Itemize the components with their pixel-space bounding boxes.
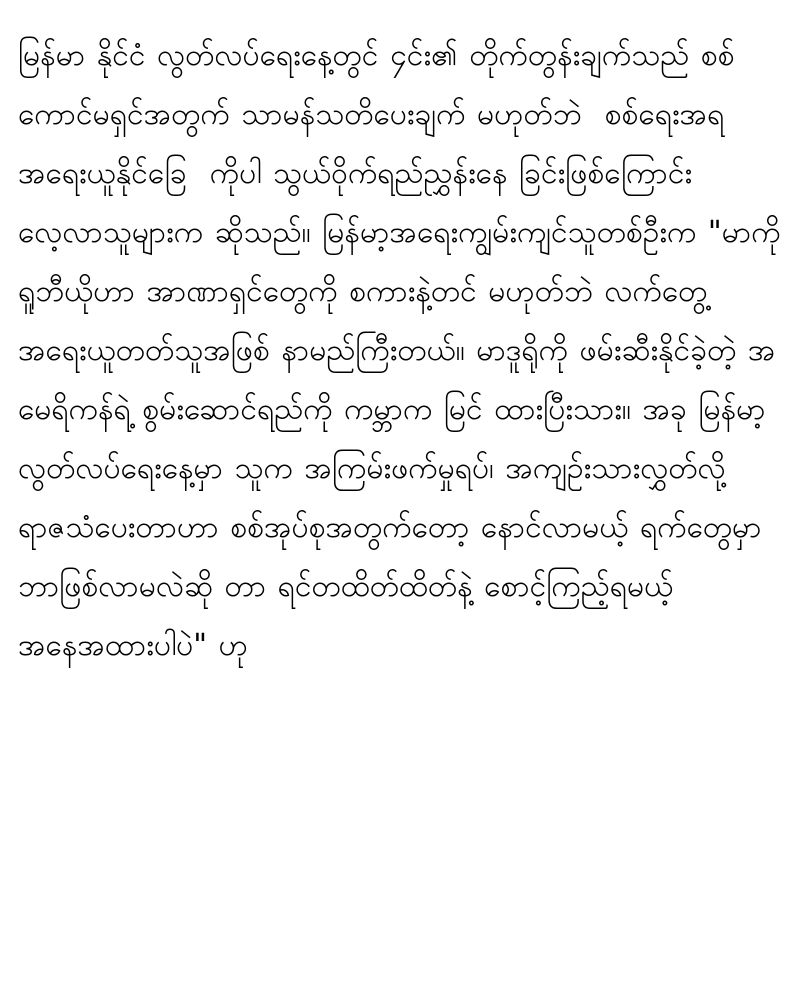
article-body-text: မြန်မာ နိုင်ငံ လွတ်လပ်ရေးနေ့တွင် ၄င်း၏ တိုက်တွန်းချက်သည် စစ်ကောင်မရှင်အတွက် သာမန်သတိပေးချက် မဟုတ်ဘဲ စစ်ရေးအရ အရေးယူနိုင်ခြေ ကိုပါ သွယ်ဝိုက်ရည်ညွှန်းနေ ခြင်းဖြစ်ကြောင်း လေ့လာသူများက ဆိုသည်။ မြန်မာ့အရေးကျွမ်းကျင်သူတစ်ဦးက "မာကိုရူဘီယိုဟာ အာဏာရှင်တွေကို စကားနဲ့တင် မဟုတ်ဘဲ လက်တွေ့အရေးယူတတ်သူအဖြစ် နာမည်ကြီးတယ်။ မာဒူရိုကို ဖမ်းဆီးနိုင်ခဲ့တဲ့ အမေရိကန်ရဲ့ စွမ်းဆောင်ရည်ကို ကမ္ဘာက မြင် ထားပြီးသား။ အခု မြန်မာ့လွတ်လပ်ရေးနေ့မှာ သူက အကြမ်းဖက်မှုရပ်၊ အကျဉ်းသားလွှတ်လို့ ရာဇသံပေးတာဟာ စစ်အုပ်စုအတွက်တော့ နောင်လာမယ့် ရက်တွေမှာ ဘာဖြစ်လာမလဲဆို တာ ရင်တထိတ်ထိတ်နဲ့ စောင့်ကြည့်ရမယ့် အနေအထားပါပဲ" ဟု	[18, 38, 781, 663]
